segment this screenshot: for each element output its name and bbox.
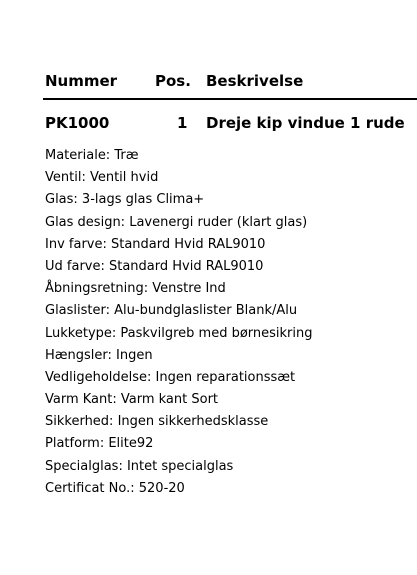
detail-line: Hængsler: Ingen [45,347,153,363]
detail-line: Specialglas: Intet specialglas [45,458,234,474]
item-pos: 1 [177,114,188,132]
detail-line: Inv farve: Standard Hvid RAL9010 [45,236,266,252]
detail-line: Materiale: Træ [45,148,139,163]
detail-line: Certificat No.: 520-20 [45,480,185,496]
detail-line: Lukketype: Paskvilgreb med børnesikring [45,325,313,341]
table-row [0,112,417,136]
item-details-list [45,145,415,500]
detail-line: Vedligeholdelse: Ingen reparationssæt [45,369,296,385]
detail-line: Platform: Elite92 [45,436,154,452]
column-header-description: Beskrivelse [206,72,304,90]
detail-line: Glas: 3-lags glas Clima+ [45,192,205,208]
detail-line: Varm Kant: Varm kant Sort [45,392,219,408]
detail-line: Åbningsretning: Venstre Ind [45,281,226,297]
detail-line: Glaslister: Alu-bundglaslister Blank/Alu [45,303,298,319]
detail-line: Ventil: Ventil hvid [45,170,159,186]
item-description: Dreje kip vindue 1 rude [206,114,405,132]
column-header-number: Nummer [45,72,118,90]
header-divider [43,98,417,100]
item-number: PK1000 [45,114,110,132]
detail-line: Sikkerhed: Ingen sikkerhedsklasse [45,414,269,430]
table-header-row [0,70,417,100]
detail-line: Glas design: Lavenergi ruder (klart glas) [45,214,308,230]
column-header-pos: Pos. [155,72,191,90]
detail-line: Ud farve: Standard Hvid RAL9010 [45,258,264,274]
